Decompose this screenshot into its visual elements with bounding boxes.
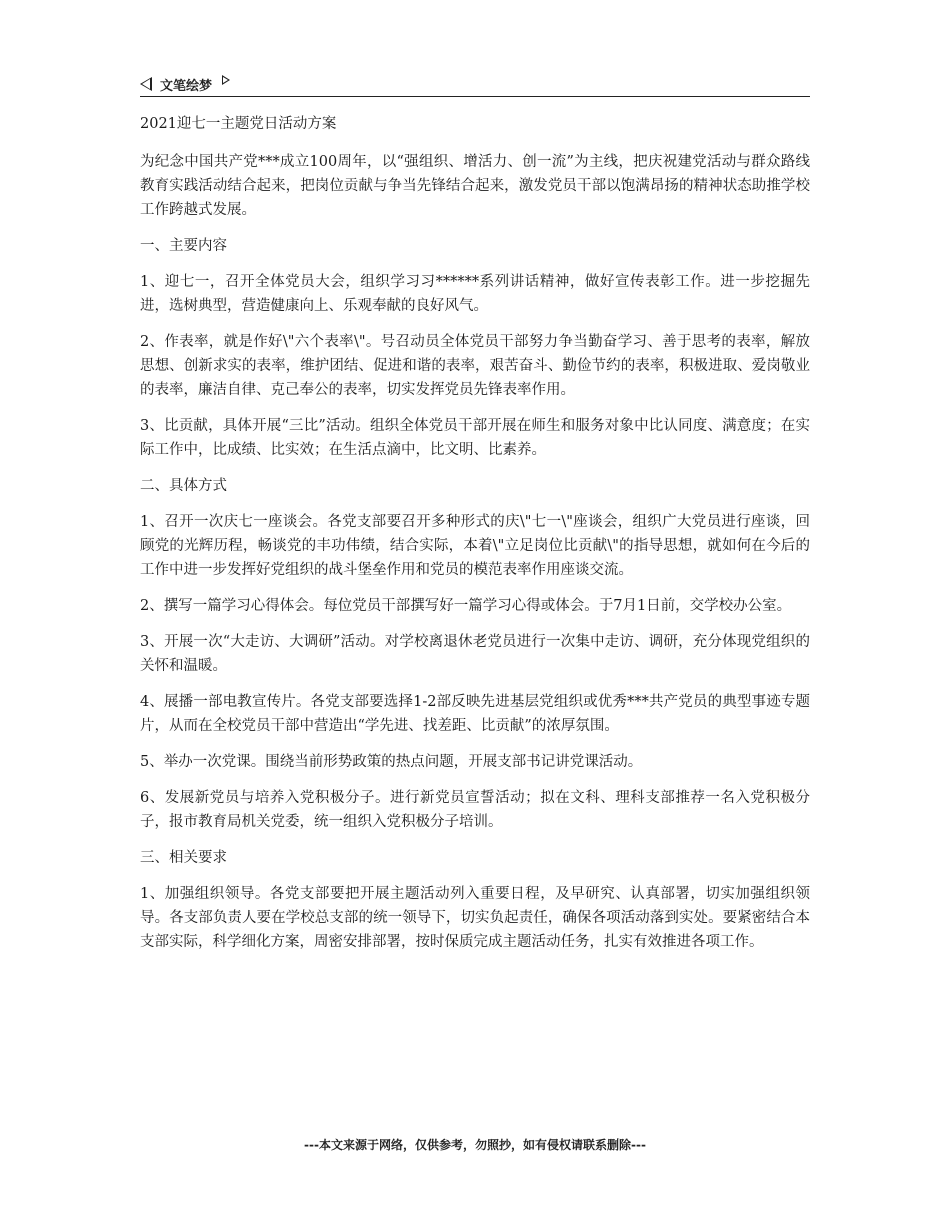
section2-item-6: 6、发展新党员与培养入党积极分子。进行新党员宣誓活动；拟在文科、理科支部推荐一名入党积极分子，报市教育局机关党委，统一组织入党积极分子培训。 — [140, 790, 810, 830]
brand-label: 文笔绘梦 — [160, 78, 213, 94]
section2-item-1: 1、召开一次庆七一座谈会。各党支部要召开多种形式的庆\"七一\"座谈会，组织广大党员进行座谈，回顾党的光辉历程，畅谈党的丰功伟绩，结合实际，本着\"立足岗位比贡献\"的指导思想，就如何在今后的工作中进一步发挥好党组织的战斗堡垒作用和党员的模范表率作用座谈交流。 — [140, 514, 810, 578]
triangle-right-icon — [222, 75, 230, 85]
section-heading-requirements: 三、相关要求 — [140, 850, 227, 866]
page-footer-disclaimer: ---本文来源于网络，仅供参考，勿照抄，如有侵权请联系删除--- — [304, 1138, 646, 1152]
section3-item-1: 1、加强组织领导。各党支部要把开展主题活动列入重要日程，及早研究、认真部署，切实加强组织领导。各支部负责人要在学校总支部的统一领导下，切实负起责任，确保各项活动落到实处。要紧密结合本支部实际，科学细化方案，周密安排部署，按时保质完成主题活动任务，扎实有效推进各项工作。 — [140, 886, 810, 950]
page-header — [140, 72, 810, 97]
intro-paragraph: 为纪念中国共产党***成立100周年，以“强组织、增活力、创一流”为主线，把庆祝建党活动与群众路线教育实践活动结合起来，把岗位贡献与争当先锋结合起来，激发党员干部以饱满昂扬的精神状态助推学校工作跨越式发展。 — [140, 154, 810, 218]
triangle-left-icon — [140, 77, 152, 91]
section1-item-2: 2、作表率，就是作好\"六个表率\"。号召动员全体党员干部努力争当勤奋学习、善于思考的表率，解放思想、创新求实的表率，维护团结、促进和谐的表率，艰苦奋斗、勤俭节约的表率，积极进取、爱岗敬业的表率，廉洁自律、克己奉公的表率，切实发挥党员先锋表率作用。 — [140, 334, 810, 398]
document-title: 2021迎七一主题党日活动方案 — [140, 116, 337, 132]
section2-item-2: 2、撰写一篇学习心得体会。每位党员干部撰写好一篇学习心得或体会。于7月1日前，交学校办公室。 — [140, 598, 792, 614]
section2-item-3: 3、开展一次“大走访、大调研”活动。对学校离退休老党员进行一次集中走访、调研，充分体现党组织的关怀和温暖。 — [140, 634, 810, 674]
section1-item-1: 1、迎七一，召开全体党员大会，组织学习习******系列讲话精神，做好宣传表彰工作。进一步挖掘先进，选树典型，营造健康向上、乐观奉献的良好风气。 — [140, 274, 810, 314]
section1-item-3: 3、比贡献，具体开展“三比”活动。组织全体党员干部开展在师生和服务对象中比认同度、满意度；在实际工作中，比成绩、比实效；在生活点滴中，比文明、比素养。 — [140, 418, 810, 458]
document-body — [140, 112, 810, 966]
section-heading-main-content: 一、主要内容 — [140, 238, 227, 254]
document-page — [140, 0, 810, 1230]
section2-item-4: 4、展播一部电教宣传片。各党支部要选择1-2部反映先进基层党组织或优秀***共产党员的典型事迹专题片，从而在全校党员干部中营造出“学先进、找差距、比贡献”的浓厚氛围。 — [140, 694, 810, 734]
section-heading-methods: 二、具体方式 — [140, 478, 227, 494]
section2-item-5: 5、举办一次党课。围绕当前形势政策的热点问题，开展支部书记讲党课活动。 — [140, 754, 643, 770]
